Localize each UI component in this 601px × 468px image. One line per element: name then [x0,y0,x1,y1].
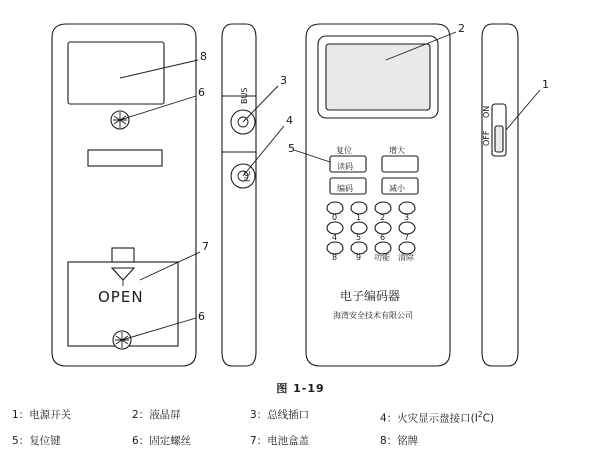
svg-text:减小: 减小 [389,184,405,193]
legend-item-2: 2：液晶屏 [132,409,181,421]
device-side-view-switch [482,24,518,366]
legend-item-4: 4：火灾显示盘接口$(I^2C)$ [380,410,495,425]
legend-item-8: 8：铭牌 [380,434,419,447]
legend-row [12,404,592,430]
svg-text:5: 5 [356,233,362,242]
device-front-view [306,24,450,366]
callout-6a: 6 [198,86,205,99]
legend-row [12,430,592,452]
svg-text:7: 7 [404,233,410,242]
svg-text:清除: 清除 [398,253,414,262]
callout-4: 4 [286,114,293,127]
svg-text:ON: ON [482,105,491,118]
svg-text:I²C: I²C [243,170,252,182]
svg-text:1: 1 [356,213,362,222]
svg-text:电子编码器: 电子编码器 [340,289,401,303]
callout-7: 7 [202,240,209,253]
figure-caption: 图 1-19 [276,382,325,395]
legend-item-7: 7：电池盒盖 [250,434,310,447]
legend [12,404,592,452]
legend-item-3: 3：总线插口 [250,409,310,421]
svg-text:3: 3 [404,213,410,222]
legend-item-5: 5：复位键 [12,434,61,447]
legend-item-6: 6：固定螺丝 [132,434,192,447]
legend-item-1: 1：电源开关 [12,409,72,421]
callout-6b: 6 [198,310,205,323]
svg-text:8: 8 [332,253,338,262]
svg-text:6: 6 [380,233,386,242]
callout-1: 1 [542,78,549,91]
svg-text:9: 9 [356,253,362,262]
svg-text:4: 4 [332,233,338,242]
svg-text:海湾安全技术有限公司: 海湾安全技术有限公司 [333,311,413,320]
svg-text:读码: 读码 [337,162,353,171]
callout-5: 5 [288,142,295,155]
svg-text:功能: 功能 [374,253,390,262]
callout-3: 3 [280,74,287,87]
device-side-view-connectors [222,24,256,366]
svg-text:2: 2 [380,213,386,222]
svg-text:BUS: BUS [240,87,249,104]
svg-text:OFF: OFF [482,130,491,146]
callout-2: 2 [458,22,465,35]
svg-text:复位: 复位 [336,146,352,155]
svg-text:OPEN: OPEN [98,288,144,306]
svg-text:增大: 增大 [389,146,405,155]
device-back-view [52,24,196,366]
svg-text:编码: 编码 [337,184,353,193]
svg-text:0: 0 [332,213,338,222]
callout-8: 8 [200,50,207,63]
